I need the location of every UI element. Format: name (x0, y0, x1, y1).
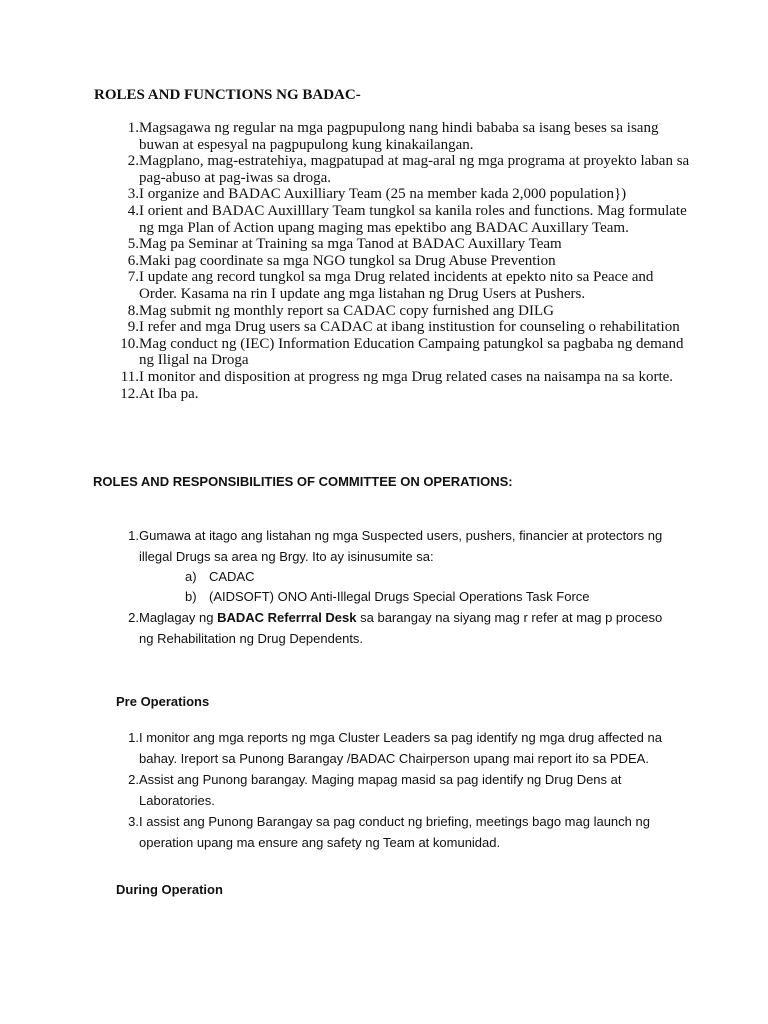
heading-during-operation: During Operation (116, 882, 223, 897)
item-text: Assist ang Punong barangay. Maging mapag masid sa pag identify ng Drug Dens at Laboratories. (139, 772, 622, 808)
item-text: I assist ang Punong Barangay sa pag conduct ng briefing, meetings bago mag launch ng operation upang ma ensure ang safety ng Team at komunidad. (139, 814, 650, 850)
item-text: Magsagawa ng regular na mga pagpupulong nang hindi bababa sa isang beses sa isang buwan at espesyal na pagpupulong kung kinakailangan. (139, 120, 659, 153)
list-item (93, 336, 693, 369)
heading-roles-functions-badac: ROLES AND FUNCTIONS NG BADAC- (94, 87, 361, 103)
item-number: 9. (127, 319, 139, 336)
heading-pre-operations: Pre Operations (116, 694, 210, 709)
list-item (93, 186, 693, 203)
item-text (139, 607, 674, 649)
item-number: 8. (127, 302, 139, 319)
list-item (114, 727, 674, 769)
item-text: I monitor ang mga reports ng mga Cluster Leaders sa pag identify ng mga drug affected na bahay. Ireport sa Punong Barangay /BADAC Chairperson upang mai report ito sa PDEA. (139, 730, 662, 766)
item-number: 3. (127, 186, 139, 203)
item-text: I monitor and disposition at progress ng mga Drug related cases na naisampa na sa korte. (139, 368, 674, 385)
item-number: 11. (120, 368, 139, 385)
heading-committee-on-operations: ROLES AND RESPONSIBILITIES OF COMMITTEE ON OPERATIONS: (93, 474, 513, 489)
item-number: 10. (120, 335, 139, 352)
item-number: 1. (128, 528, 139, 543)
committee-operations-list (114, 525, 674, 649)
pre-operations-list (114, 727, 674, 853)
item-number: 2. (128, 772, 139, 787)
item-text: At Iba pa. (139, 385, 199, 402)
item-text: I refer and mga Drug users sa CADAC at ibang institustion for counseling o rehabilitation (139, 319, 680, 336)
item-text: I orient and BADAC Auxilllary Team tungkol sa kanila roles and functions. Mag formulate ng mga Plan of Action upang maging mas epektibo ang BADAC Auxillary Team. (139, 202, 687, 236)
list-item (93, 203, 693, 236)
item-text: Mag conduct ng (IEC) Information Education Campaing patungkol sa pagbaba ng demand ng Iligal na Droga (139, 335, 684, 369)
sub-item-label: b) (185, 589, 197, 604)
item-number: 2. (128, 610, 139, 625)
sub-item-text: (AIDSOFT) ONO Anti-Illegal Drugs Special Operations Task Force (209, 589, 590, 604)
item-number: 3. (128, 814, 139, 829)
list-item (93, 269, 693, 302)
list-item (93, 303, 693, 320)
sub-item-label: a) (185, 569, 197, 584)
list-item (114, 525, 674, 567)
item-text: I update ang record tungkol sa mga Drug related incidents at epekto nito sa Peace and Order. Kasama na rin I update ang mga listahan ng Drug Users at Pushers. (139, 269, 654, 302)
item-text: Maki pag coordinate sa mga NGO tungkol sa Drug Abuse Prevention (139, 252, 556, 269)
badac-referral-desk-bold: BADAC Referrral Desk (217, 610, 357, 625)
list-item (114, 811, 674, 853)
list-item (114, 607, 674, 649)
item-text-post: sa barangay na siyang mag r refer at mag p proceso ng Rehabilitation ng Drug Dependents. (139, 610, 663, 646)
item-number: 7. (127, 269, 139, 286)
list-item (93, 319, 693, 336)
item-number: 1. (128, 730, 139, 745)
sub-item-cadac (185, 567, 674, 587)
list-item (93, 236, 693, 253)
item-text: Mag submit ng monthly report sa CADAC copy furnished ang DILG (139, 302, 554, 319)
item-text: Gumawa at itago ang listahan ng mga Suspected users, pushers, financier at protectors ng illegal Drugs sa area ng Brgy. Ito ay isinusumite sa: (139, 528, 663, 564)
item-text: I organize and BADAC Auxilliary Team (25 na member kada 2,000 population}) (139, 186, 627, 203)
badac-functions-list (93, 120, 693, 402)
list-item (93, 153, 693, 186)
item-text: Mag pa Seminar at Training sa mga Tanod at BADAC Auxillary Team (139, 236, 562, 253)
item-text-pre: Maglagay ng (139, 610, 218, 625)
item-number: 6. (127, 252, 139, 269)
item-text: Magplano, mag-estratehiya, magpatupad at mag-aral ng mga programa at proyekto laban sa pag-abuso at pag-iwas sa droga. (139, 153, 690, 186)
item-number: 4. (127, 202, 139, 219)
item-number: 12. (120, 385, 139, 402)
sub-item-aidsoft (185, 587, 674, 607)
list-item (114, 769, 674, 811)
item-number: 2. (127, 153, 139, 170)
list-item (93, 369, 693, 386)
list-item (93, 386, 693, 403)
list-item (93, 120, 693, 153)
item-number: 5. (127, 236, 139, 253)
sub-item-text: CADAC (209, 569, 255, 584)
item-number: 1. (127, 120, 139, 136)
list-item (93, 253, 693, 270)
